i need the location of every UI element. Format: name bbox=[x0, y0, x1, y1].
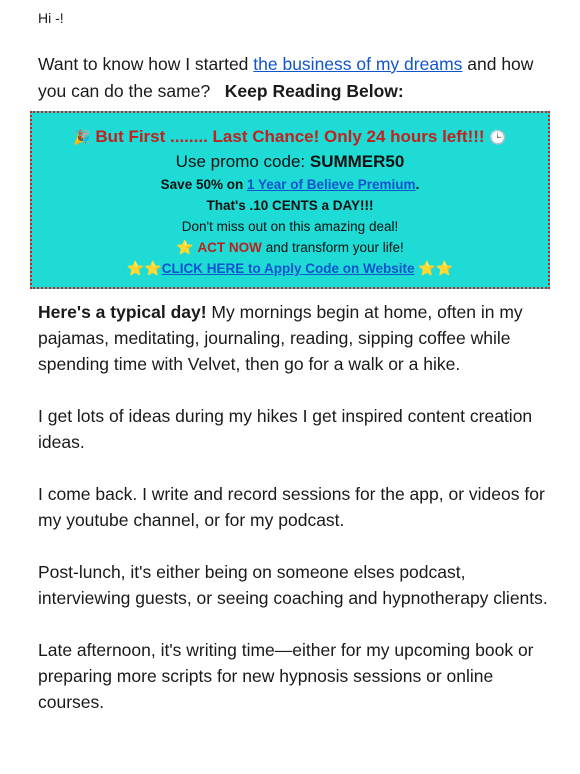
promo-code-line bbox=[32, 149, 548, 174]
paragraph-text: I get lots of ideas during my hikes I get inspired content creation ideas. bbox=[38, 406, 533, 452]
promo-dont-miss: Don't miss out on this amazing deal! bbox=[181, 219, 399, 234]
intro-paragraph bbox=[38, 51, 558, 105]
promo-cta-line bbox=[32, 258, 548, 279]
paragraph bbox=[38, 299, 558, 377]
paragraph-bold: Here's a typical day! bbox=[38, 302, 207, 322]
paragraph bbox=[38, 559, 558, 611]
paragraph bbox=[38, 637, 558, 715]
paragraph-text: Post-lunch, it's either being on someone elses podcast, interviewing guests, or seeing coaching and hypnotherapy clients. bbox=[38, 562, 548, 608]
intro-prefix: Want to know how I started bbox=[38, 54, 254, 74]
business-dreams-link[interactable]: the business of my dreams bbox=[253, 54, 463, 74]
stars-icon: ⭐⭐ bbox=[126, 260, 162, 276]
star-icon: ⭐ bbox=[176, 239, 194, 255]
paragraph-text: My mornings begin at home, often in my pajamas, meditating, journaling, reading, sipping coffee while spending time with Velvet, then go for a walk or a hike. bbox=[38, 302, 523, 374]
promo-act-line bbox=[32, 237, 548, 258]
paragraph-text: I come back. I write and record sessions for the app, or videos for my youtube channel, or for my podcast. bbox=[38, 484, 545, 530]
transform-text: and transform your life! bbox=[261, 240, 404, 255]
paragraph bbox=[38, 481, 558, 533]
paragraph bbox=[38, 403, 558, 455]
body-text bbox=[38, 299, 558, 741]
promo-box bbox=[30, 111, 550, 289]
promo-headline bbox=[32, 125, 548, 149]
stars-icon: ⭐⭐ bbox=[418, 260, 454, 276]
act-now-label: ACT NOW bbox=[197, 240, 262, 255]
apply-code-link[interactable]: CLICK HERE to Apply Code on Website bbox=[161, 261, 415, 276]
keep-reading-label: Keep Reading Below: bbox=[224, 81, 404, 101]
promo-save-line bbox=[32, 174, 548, 195]
promo-cents-line: That's .10 CENTS a DAY!!! bbox=[206, 198, 374, 213]
greeting: Hi -! bbox=[38, 10, 64, 26]
clock-icon: 🕒 bbox=[489, 129, 507, 145]
party-popper-icon: 🎉 bbox=[73, 129, 91, 145]
promo-code-prefix: Use promo code: bbox=[175, 152, 310, 171]
promo-save-suffix: . bbox=[415, 177, 420, 192]
paragraph-text: Late afternoon, it's writing time—either for my upcoming book or preparing more scripts for new hypnosis sessions or online courses. bbox=[38, 640, 534, 712]
promo-save-prefix: Save 50% on bbox=[160, 177, 247, 192]
promo-code: SUMMER50 bbox=[309, 152, 405, 171]
believe-premium-link[interactable]: 1 Year of Believe Premium bbox=[246, 177, 416, 192]
intro-suffix: and how you can do the same? bbox=[38, 54, 534, 101]
promo-headline-text: But First ........ Last Chance! Only 24 hours left!!! bbox=[95, 127, 485, 146]
